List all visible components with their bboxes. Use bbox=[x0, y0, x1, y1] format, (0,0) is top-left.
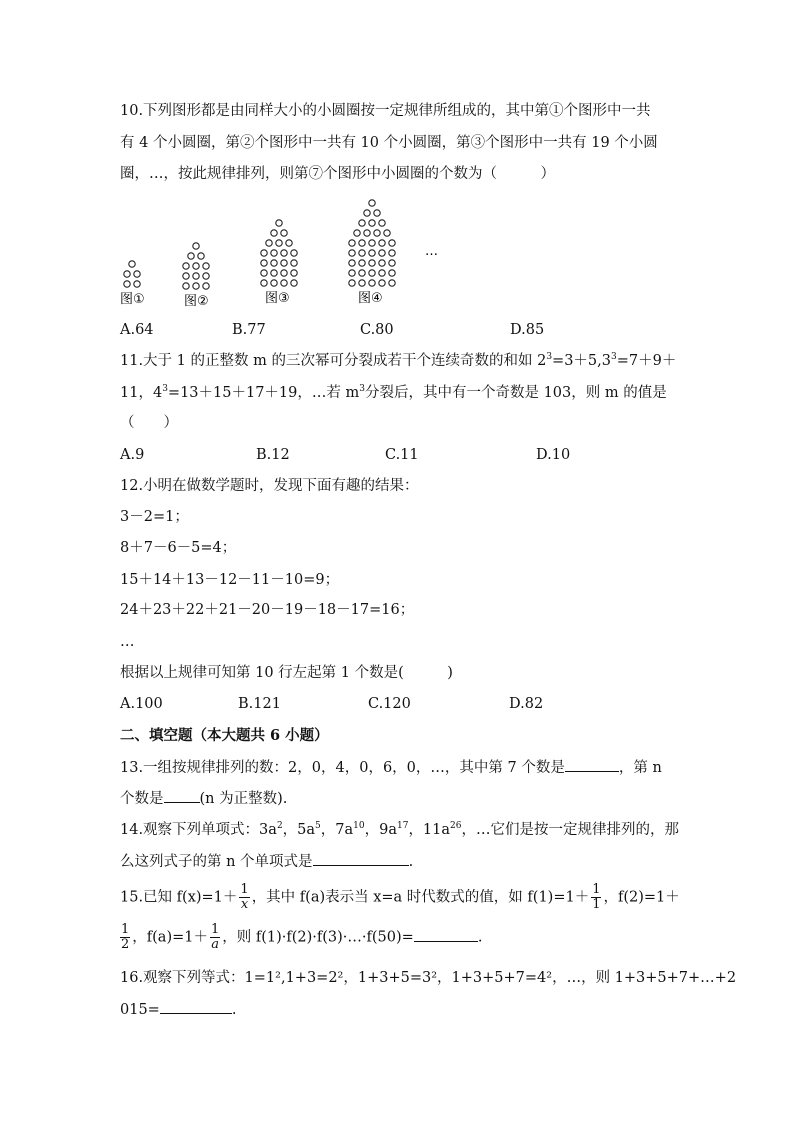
q10-option-b: B.77 bbox=[232, 322, 266, 338]
q13-line-2 bbox=[120, 788, 700, 809]
q15-frac-1-den: 1 bbox=[592, 897, 601, 912]
q15-frac-x-den: x bbox=[240, 897, 249, 912]
q11-option-d: D.10 bbox=[536, 447, 571, 463]
q11-text-f: 分裂后，其中有一个奇数是 103，则 m 的值是 bbox=[364, 385, 667, 401]
q15-frac-2-den: 2 bbox=[121, 937, 130, 952]
q14-text-d: ，9a bbox=[364, 822, 397, 838]
q15-frac-a-den: a bbox=[211, 937, 219, 952]
q11-line-1 bbox=[120, 351, 700, 371]
section-2-title: 二、填空题（本大题共 6 小题） bbox=[120, 727, 329, 744]
q15-frac-1-num: 1 bbox=[592, 882, 601, 897]
figure-label-3: 图③ bbox=[265, 291, 290, 306]
q11-exp-3: 3 bbox=[162, 384, 168, 395]
figure-label-2: 图② bbox=[184, 294, 209, 309]
q14-exp-4: 17 bbox=[396, 821, 409, 832]
q10-line-1: 10.下列图形都是由同样大小的小圆圈按一定规律所组成的，其中第①个图形中一共 bbox=[120, 103, 651, 119]
q12-row-3: 15＋14＋13－12－11－10=9； bbox=[120, 572, 340, 588]
q12-line-1: 12.小明在做数学题时，发现下面有趣的结果： bbox=[120, 478, 419, 494]
q16-line-2 bbox=[120, 999, 700, 1020]
q15-text-d: ，f(a)=1＋ bbox=[132, 929, 208, 946]
figure-ellipsis: … bbox=[425, 244, 438, 259]
q15-line-1 bbox=[120, 883, 700, 912]
q11-option-b: B.12 bbox=[256, 447, 290, 463]
q12-option-c: C.120 bbox=[368, 696, 411, 712]
q12-option-b: B.121 bbox=[238, 696, 281, 712]
q14-exp-1: 2 bbox=[276, 821, 283, 832]
q15-text-f: . bbox=[477, 929, 483, 946]
q13-line-1 bbox=[120, 757, 700, 778]
q12-row-4: 24＋23＋22＋21－20－19－18－17=16； bbox=[120, 602, 415, 618]
q10-option-a: A.64 bbox=[120, 322, 154, 338]
q12-row-1: 3－2=1； bbox=[120, 509, 189, 525]
q10-line-3: 圈，…，按此规律排列，则第⑦个图形中小圆圈的个数为（ ） bbox=[120, 166, 555, 182]
q15-line-2 bbox=[120, 923, 700, 952]
q14-blank[interactable] bbox=[313, 851, 409, 866]
circle-pattern-figure bbox=[118, 195, 438, 313]
q14-exp-2: 5 bbox=[315, 821, 321, 832]
q13-text-a: 13.一组按规律排列的数：2，0，4，0，6，0，…，其中第 7 个数是 bbox=[120, 760, 565, 776]
q14-text-h: . bbox=[408, 854, 414, 870]
q14-text-c: ，7a bbox=[320, 822, 354, 838]
q15-frac-1 bbox=[591, 883, 601, 912]
q11-option-c: C.11 bbox=[385, 447, 419, 463]
q14-text-g: 么这列式子的第 n 个单项式是 bbox=[120, 854, 313, 870]
q11-text-b: =3＋5,3 bbox=[552, 353, 611, 369]
q11-exp-1: 3 bbox=[546, 352, 553, 363]
q11-text-c: =7＋9＋ bbox=[616, 353, 677, 369]
q15-frac-x bbox=[239, 883, 249, 912]
q12-option-d: D.82 bbox=[509, 696, 544, 712]
q14-exp-3: 10 bbox=[353, 821, 365, 832]
q15-frac-a bbox=[210, 923, 220, 952]
q13-text-b: ，第 n bbox=[618, 760, 662, 776]
q13-blank-1[interactable] bbox=[565, 757, 619, 772]
q10-option-c: C.80 bbox=[360, 322, 394, 338]
q15-frac-x-num: 1 bbox=[240, 882, 249, 897]
q12-row-2: 8＋7－6－5=4； bbox=[120, 540, 237, 556]
figure-label-4: 图④ bbox=[358, 291, 383, 306]
q14-text-f: ，…它们是按一定规律排列的，那 bbox=[461, 822, 679, 838]
q11-text-e: =13＋15＋17＋19，…若 m bbox=[167, 385, 360, 401]
q11-exp-4: 3 bbox=[359, 384, 365, 395]
q14-exp-5: 26 bbox=[450, 821, 462, 832]
q10-option-d: D.85 bbox=[510, 322, 545, 338]
q14-line-1 bbox=[120, 820, 700, 840]
q16-line-1: 16.观察下列等式：1=1²,1+3=2²，1+3+5=3²，1+3+5+7=4²，…，则 1+3+5+7+…+2 bbox=[120, 970, 737, 986]
q13-text-d: (n 为正整数). bbox=[199, 791, 288, 807]
q11-exp-2: 3 bbox=[610, 352, 617, 363]
q11-text-a: 11.大于 1 的正整数 m 的三次幂可分裂成若干个连续奇数的和如 2 bbox=[120, 353, 547, 369]
q15-text-b: ，其中 f(a)表示当 x=a 时代数式的值，如 f(1)=1＋ bbox=[251, 889, 590, 906]
q12-option-a: A.100 bbox=[120, 696, 163, 712]
q15-blank[interactable] bbox=[414, 927, 478, 942]
q14-text-a: 14.观察下列单项式：3a bbox=[120, 822, 277, 838]
q12-row-5: … bbox=[120, 634, 135, 650]
q14-line-2 bbox=[120, 851, 700, 872]
q11-option-a: A.9 bbox=[120, 447, 145, 463]
q11-line-3: （ ） bbox=[120, 415, 178, 431]
q15-frac-2-num: 1 bbox=[121, 922, 130, 937]
q15-frac-2 bbox=[120, 923, 130, 952]
q16-text-a: 015= bbox=[120, 1002, 160, 1018]
q13-text-c: 个数是 bbox=[120, 791, 164, 807]
q11-line-2 bbox=[120, 383, 700, 403]
q10-line-2: 有 4 个小圆圈，第②个图形中一共有 10 个小圆圈，第③个图形中一共有 19 个小圆 bbox=[120, 135, 658, 151]
q16-text-b: . bbox=[231, 1002, 237, 1018]
q14-text-b: ，5a bbox=[282, 822, 316, 838]
q15-frac-a-num: 1 bbox=[210, 922, 220, 937]
q11-text-d: 11，4 bbox=[120, 385, 163, 401]
q13-blank-2[interactable] bbox=[164, 788, 200, 803]
q16-blank[interactable] bbox=[160, 999, 232, 1014]
q12-question: 根据以上规律可知第 10 行左起第 1 个数是( ) bbox=[120, 665, 453, 681]
q15-text-c: ，f(2)=1＋ bbox=[603, 889, 680, 906]
q14-text-e: ，11a bbox=[408, 822, 451, 838]
q15-text-e: ，则 f(1)·f(2)·f(3)·…·f(50)= bbox=[222, 929, 414, 946]
figure-label-1: 图① bbox=[120, 292, 145, 307]
q15-text-a: 15.已知 f(x)=1＋ bbox=[120, 889, 238, 906]
